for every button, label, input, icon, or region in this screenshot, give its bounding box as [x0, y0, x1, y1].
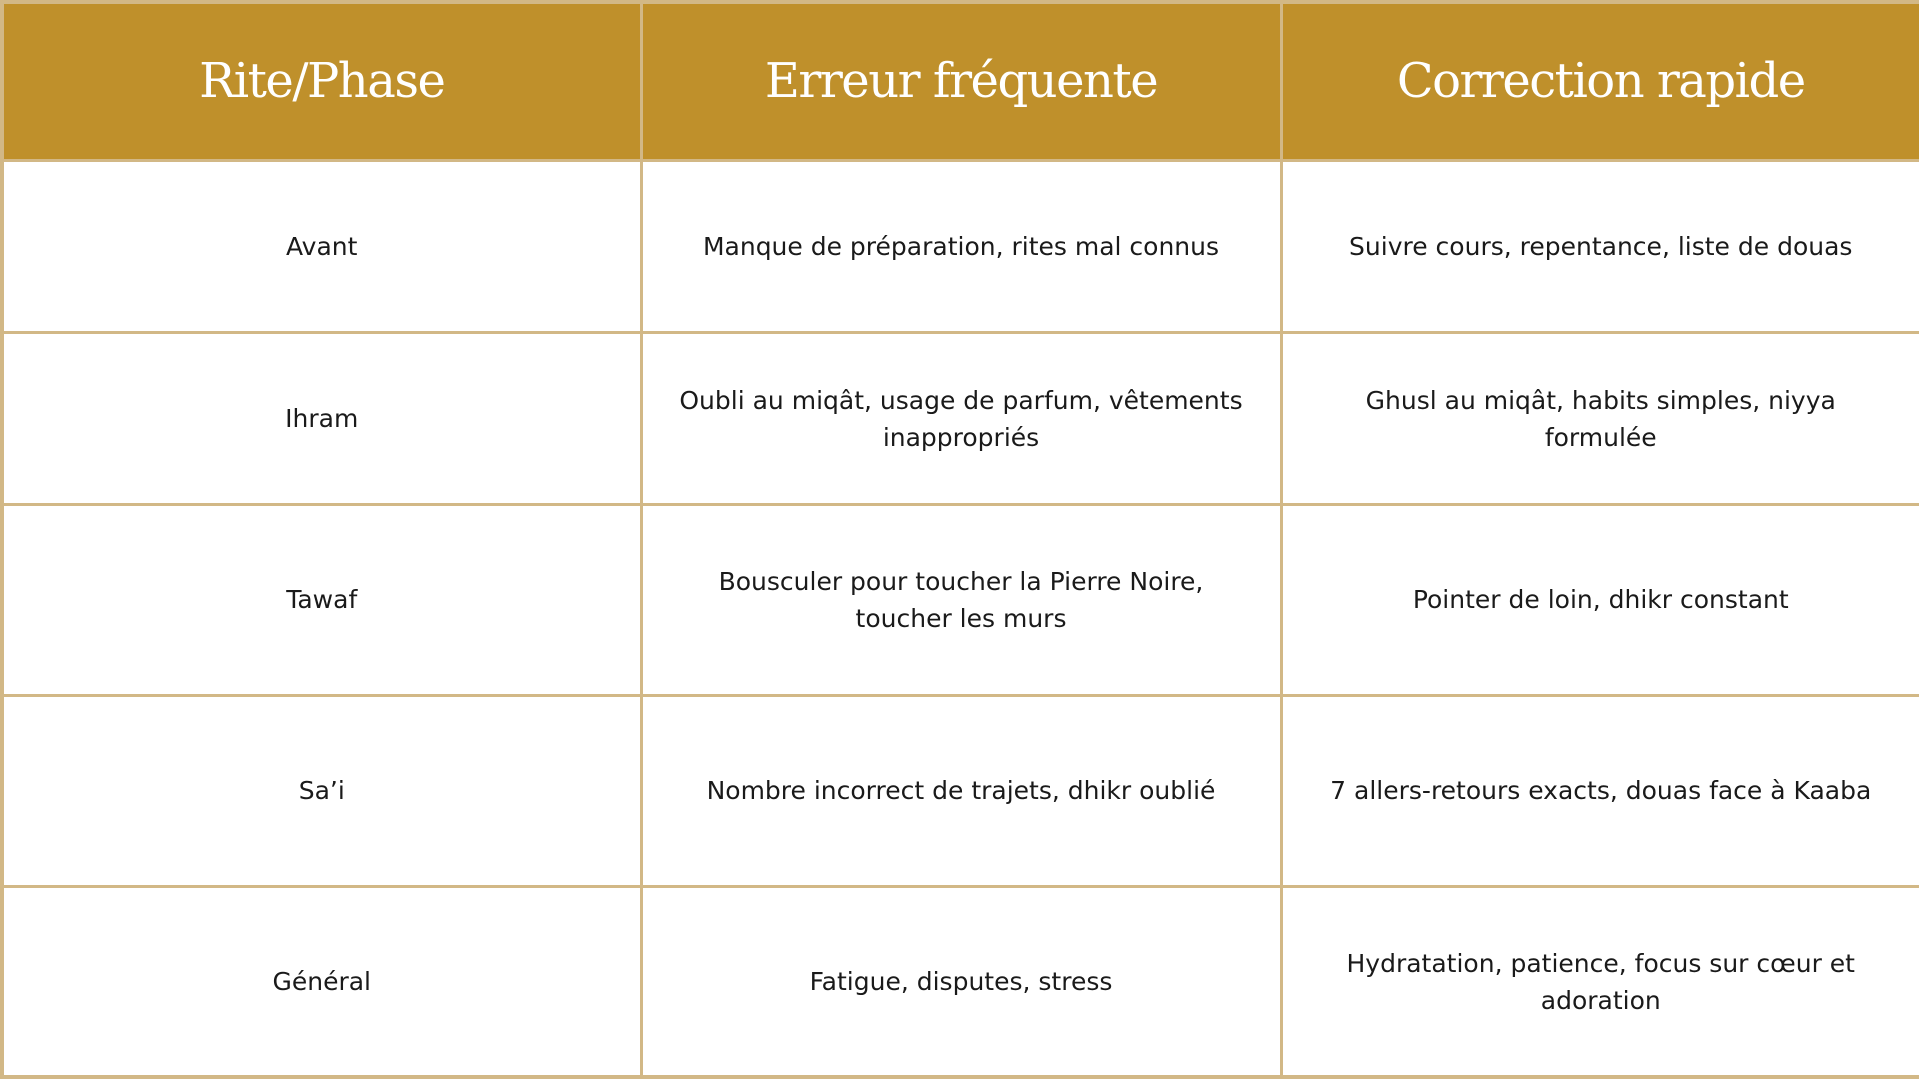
cell-erreur: Nombre incorrect de trajets, dhikr oublié [641, 695, 1281, 886]
cell-rite: Général [2, 887, 641, 1077]
cell-correction: Pointer de loin, dhikr constant [1281, 505, 1919, 695]
cell-correction: Ghusl au miqât, habits simples, niyya formulée [1281, 332, 1919, 504]
cell-rite: Tawaf [2, 505, 641, 695]
table-row [2, 332, 1919, 504]
cell-correction: Suivre cours, repentance, liste de douas [1281, 160, 1919, 332]
cell-erreur: Manque de préparation, rites mal connus [641, 160, 1281, 332]
table-body [2, 160, 1919, 1077]
cell-erreur: Fatigue, disputes, stress [641, 887, 1281, 1077]
cell-rite: Sa’i [2, 695, 641, 886]
table-row [2, 695, 1919, 886]
table-row [2, 505, 1919, 695]
table-row [2, 887, 1919, 1077]
header-rite-phase: Rite/Phase [2, 2, 641, 160]
cell-correction: Hydratation, patience, focus sur cœur et adoration [1281, 887, 1919, 1077]
cell-rite: Ihram [2, 332, 641, 504]
cell-erreur: Bousculer pour toucher la Pierre Noire, toucher les murs [641, 505, 1281, 695]
header-erreur-frequente: Erreur fréquente [641, 2, 1281, 160]
cell-rite: Avant [2, 160, 641, 332]
cell-erreur: Oubli au miqât, usage de parfum, vêtements inappropriés [641, 332, 1281, 504]
table-row [2, 160, 1919, 332]
header-row [2, 2, 1919, 160]
cell-correction: 7 allers-retours exacts, douas face à Kaaba [1281, 695, 1919, 886]
header-correction-rapide: Correction rapide [1281, 2, 1919, 160]
table-header [2, 2, 1919, 160]
